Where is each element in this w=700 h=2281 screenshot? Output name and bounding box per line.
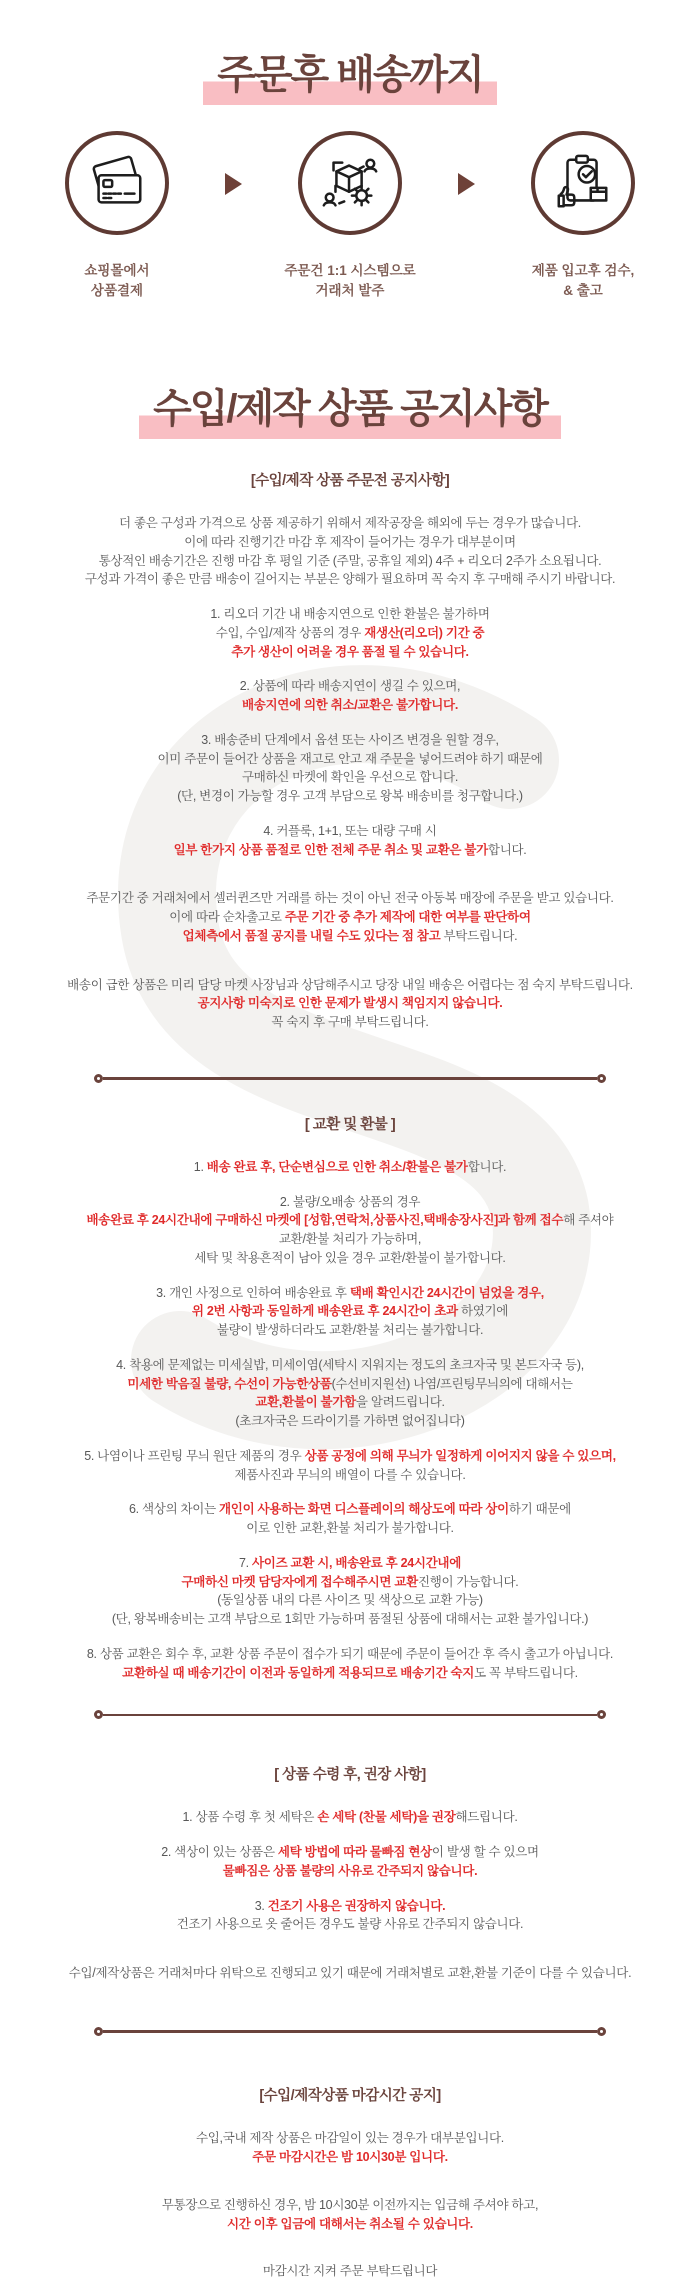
paragraph: 3. 개인 사정으로 인하여 배송완료 후 택배 확인시간 24시간이 넘었을 경우, 위 2번 사항과 동일하게 배송완료 후 24시간이 초과 하였기에 불량이 발생하더라도 교환/환불 처리는 불가합니다. [156, 1285, 544, 1338]
section-header: [수입/제작 상품 주문전 공지사항] [250, 473, 450, 490]
section-exchange-refund [0, 1113, 700, 1683]
paragraph: 4. 커플룩, 1+1, 또는 대량 구매 시 일부 한가지 상품 품절로 인한 전체 주문 취소 및 교환은 불가합니다. [173, 823, 527, 857]
section-header: [ 교환 및 환불 ] [304, 1116, 396, 1133]
paragraph: 6. 색상의 차이는 개인이 사용하는 화면 디스플레이의 해상도에 따라 상이하기 때문에 이로 인한 교환,환불 처리가 불가합니다. [129, 1502, 571, 1536]
step-label: 쇼핑몰에서 상품결제 [84, 263, 150, 298]
divider-line [103, 1077, 597, 1080]
notice-title [0, 300, 700, 439]
section-divider [94, 1074, 606, 1083]
section-pre-order [0, 469, 700, 1032]
inspection-shipping-icon [531, 131, 635, 235]
divider-dot [597, 2027, 606, 2036]
divider-dot [94, 1710, 103, 1719]
paragraph: 무통장으로 진행하신 경우, 밤 10시30분 이전까지는 입금해 주셔야 하고, 시간 이후 입금에 대해서는 취소될 수 있습니다. [161, 2198, 539, 2232]
section-divider [94, 1710, 606, 1719]
paragraph: 1. 배송 완료 후, 단순변심으로 인한 취소/환불은 불가합니다. [193, 1159, 507, 1174]
paragraph: 7. 사이즈 교환 시, 배송완료 후 24시간내에 구매하신 마켓 담당자에게 접수해주시면 교환진행이 가능합니다. (동일상품 내의 다른 사이즈 및 색상으로 교환 가능) (단, 왕복배송비는 고객 부담으로 1회만 가능하며 품절된 상품에 대해서는 교환 불가입니다.) [111, 1555, 589, 1627]
section-header: [ 상품 수령 후, 권장 사항] [274, 1767, 426, 1784]
section-divider [94, 2027, 606, 2036]
credit-card-icon [65, 131, 169, 235]
divider-line [103, 1714, 597, 1717]
paragraph: 수입,국내 제작 상품은 마감일이 있는 경우가 대부분입니다. 주문 마감시간은 밤 10시30분 입니다. [196, 2130, 504, 2164]
paragraph: 5. 나염이나 프린팅 무늬 원단 제품의 경우 상품 공정에 의해 무늬가 일정하게 이어지지 않을 수 있으며, 제품사진과 무늬의 배열이 다를 수 있습니다. [84, 1448, 616, 1482]
paragraph: 2. 불량/오배송 상품의 경우 배송완료 후 24시간내에 구매하신 마켓에 [성함,연락처,상품사진,택배송장사진]과 함께 접수해 주셔야 교환/환불 처리가 가능하며, 세탁 및 착용흔적이 남아 있을 경우 교환/환불이 불가합니다. [86, 1194, 614, 1265]
step-inspection [499, 131, 667, 300]
paragraph: 배송이 급한 상품은 미리 담당 마켓 사장님과 상담해주시고 당장 내일 배송은 어렵다는 점 숙지 부탁드립니다. 공지사항 미숙지로 인한 문제가 발생시 책임지지 않습니다. 꼭 숙지 후 구매 부탁드립니다. [67, 977, 633, 1030]
paragraph: 주문기간 중 거래처에서 셀러퀸즈만 거래를 하는 것이 아닌 전국 아동복 매장에 주문을 받고 있습니다. 이에 따라 순차출고로 주문 기간 중 추가 제작에 대한 여부를 판단하여 업체측에서 품절 공지를 내릴 수도 있다는 점 참고 부탁드립니다. [86, 891, 614, 943]
paragraph: 2. 색상이 있는 상품은 세탁 방법에 따라 물빠짐 현상이 발생 할 수 있으며 물빠짐은 상품 불량의 사유로 간주되지 않습니다. [161, 1845, 539, 1878]
paragraph: 마감시간 지켜 주문 부탁드립니다 [262, 2263, 438, 2278]
arrow-right-icon [225, 173, 242, 195]
paragraph: 1. 상품 수령 후 첫 세탁은 손 세탁 (찬물 세탁)을 권장해드립니다. [182, 1810, 518, 1825]
divider-dot [94, 1074, 103, 1083]
step-payment [33, 131, 201, 300]
divider-line [103, 2030, 597, 2033]
section-header: [수입/제작상품 마감시간 공지] [259, 2087, 441, 2104]
paragraph: 3. 배송준비 단계에서 옵션 또는 사이즈 변경을 원할 경우, 이미 주문이 들어간 상품을 재고로 안고 재 주문을 넣어드려야 하기 때문에 구매하신 마켓에 확인을 우선으로 합니다. (단, 변경이 가능할 경우 고객 부담으로 왕복 배송비를 청구합니다.) [157, 732, 543, 804]
notice-title-text: 수입/제작 상품 공지사항 [139, 386, 561, 439]
page-title-text: 주문후 배송까지 [203, 52, 497, 105]
step-order-system [266, 131, 434, 300]
divider-dot [597, 1074, 606, 1083]
divider-dot [94, 2027, 103, 2036]
arrow-right-icon [458, 173, 475, 195]
step-label: 주문건 1:1 시스템으로 거래처 발주 [284, 263, 416, 298]
order-flow-steps [0, 131, 700, 300]
paragraph: 8. 상품 교환은 회수 후, 교환 상품 주문이 접수가 되기 때문에 주문이 들어간 후 즉시 출고가 아닙니다. 교환하실 때 배송기간이 이전과 동일하게 적용되므로 배송기간 숙지도 꼭 부탁드립니다. [86, 1646, 614, 1680]
order-system-icon [298, 131, 402, 235]
divider-dot [597, 1710, 606, 1719]
step-label: 제품 입고후 검수, & 출고 [531, 263, 635, 298]
section-deadline [0, 2084, 700, 2281]
paragraph: 3. 건조기 사용은 권장하지 않습니다. 건조기 사용으로 옷 줄어든 경우도 불량 사유로 간주되지 않습니다. [176, 1898, 524, 1932]
page-title [0, 0, 700, 105]
paragraph: 수입/제작상품은 거래처마다 위탁으로 진행되고 있기 때문에 거래처별로 교환,환불 기준이 다를 수 있습니다. [68, 1966, 632, 1981]
section-after-receipt [0, 1763, 700, 1983]
paragraph: 4. 착용에 문제없는 미세실밥, 미세이염(세탁시 지워지는 정도의 초크자국 및 본드자국 등), 미세한 박음질 불량, 수선이 가능한상품(수선비지원선) 나염/프린팅무늬의에 대해서는 교환,환불이 불가함을 알려드립니다. (초크자국은 드라이기를 가하면 없어집니다) [116, 1357, 584, 1429]
paragraph: 1. 리오더 기간 내 배송지연으로 인한 환불은 불가하며 수입, 수입/제작 상품의 경우 재생산(리오더) 기간 중 추가 생산이 어려울 경우 품절 될 수 있습니다. [210, 607, 490, 659]
paragraph: 2. 상품에 따라 배송지연이 생길 수 있으며, 배송지연에 의한 취소/교환은 불가합니다. [239, 679, 461, 713]
paragraph: 더 좋은 구성과 가격으로 상품 제공하기 위해서 제작공장을 해외에 두는 경우가 많습니다. 이에 따라 진행기간 마감 후 제작이 들어가는 경우가 대부분이며 통상적인 배송기간은 진행 마감 후 평일 기준 (주말, 공휴일 제외) 4주 + 리오더 2주가 소요됩니다. 구성과 가격이 좋은 만큼 배송이 길어지는 부분은 양해가 필요하며 꼭 숙지 후 구매해 주시기 바랍니다. [84, 516, 616, 587]
